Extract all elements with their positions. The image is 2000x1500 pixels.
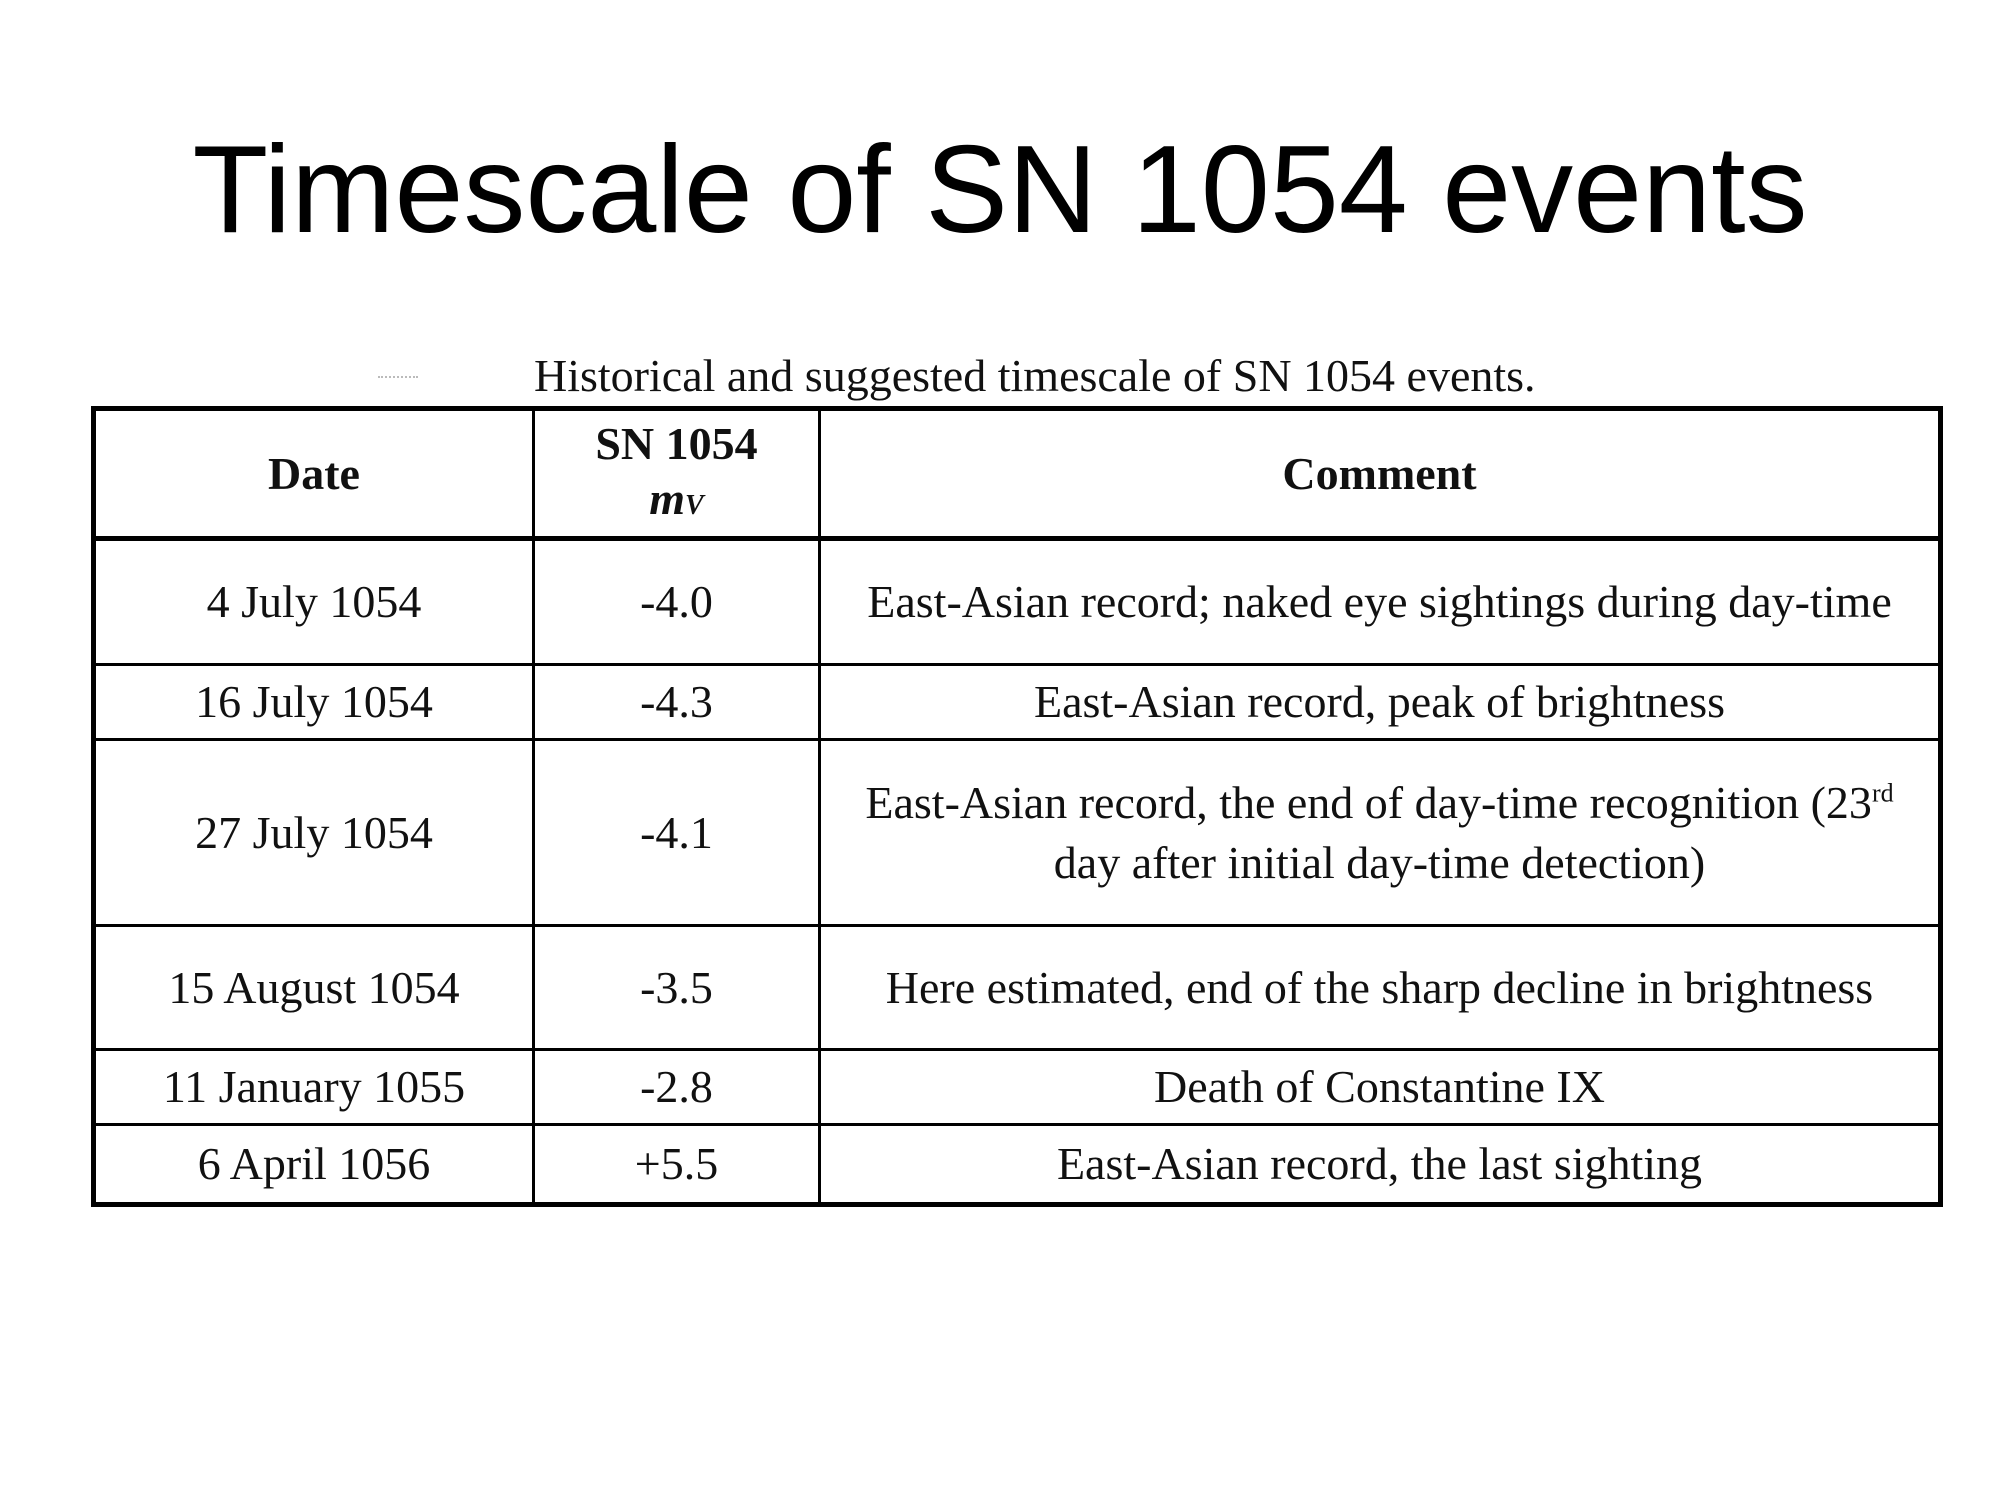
table-row: [94, 1050, 1941, 1125]
caption-dots-decoration: [378, 376, 418, 386]
table-row: [94, 539, 1941, 665]
table-caption: Historical and suggested timescale of SN 1054 events.: [534, 350, 1536, 401]
slide-title: Timescale of SN 1054 events: [192, 121, 1808, 259]
cell-magnitude: -4.3: [534, 665, 820, 740]
cell-comment: [820, 740, 1941, 926]
sn1054-timescale-table: [91, 406, 1943, 1207]
cell-comment: East-Asian record; naked eye sightings during day-time: [820, 539, 1941, 665]
cell-date: 6 April 1056: [94, 1125, 534, 1205]
cell-magnitude: -3.5: [534, 926, 820, 1050]
table-row: [94, 926, 1941, 1050]
cell-date: 11 January 1055: [94, 1050, 534, 1125]
header-magnitude-label: SN 1054: [595, 418, 758, 469]
header-row: [94, 409, 1941, 539]
table-row: [94, 1125, 1941, 1205]
cell-comment: Here estimated, end of the sharp decline in brightness: [820, 926, 1941, 1050]
cell-comment: East-Asian record, peak of brightness: [820, 665, 1941, 740]
table-row: [94, 740, 1941, 926]
cell-magnitude: -4.1: [534, 740, 820, 926]
cell-magnitude: -4.0: [534, 539, 820, 665]
cell-date: 4 July 1054: [94, 539, 534, 665]
comment-text-before: East-Asian record, the end of day-time recognition (23: [865, 776, 1872, 828]
cell-date: 16 July 1054: [94, 665, 534, 740]
cell-comment: Death of Constantine IX: [820, 1050, 1941, 1125]
cell-comment: East-Asian record, the last sighting: [820, 1125, 1941, 1205]
magnitude-subscript: V: [685, 490, 704, 521]
table-row: [94, 665, 1941, 740]
magnitude-symbol: m: [649, 473, 686, 524]
cell-magnitude: +5.5: [534, 1125, 820, 1205]
cell-magnitude: -2.8: [534, 1050, 820, 1125]
header-date: Date: [94, 409, 534, 539]
cell-date: 27 July 1054: [94, 740, 534, 926]
comment-text-after: day after initial day-time detection): [1053, 836, 1706, 888]
cell-date: 15 August 1054: [94, 926, 534, 1050]
header-magnitude: [534, 409, 820, 539]
comment-superscript: rd: [1871, 778, 1894, 808]
header-comment: Comment: [820, 409, 1941, 539]
table-header: [94, 409, 1941, 539]
header-magnitude-symbol: [555, 473, 798, 532]
table-body: [94, 539, 1941, 1205]
